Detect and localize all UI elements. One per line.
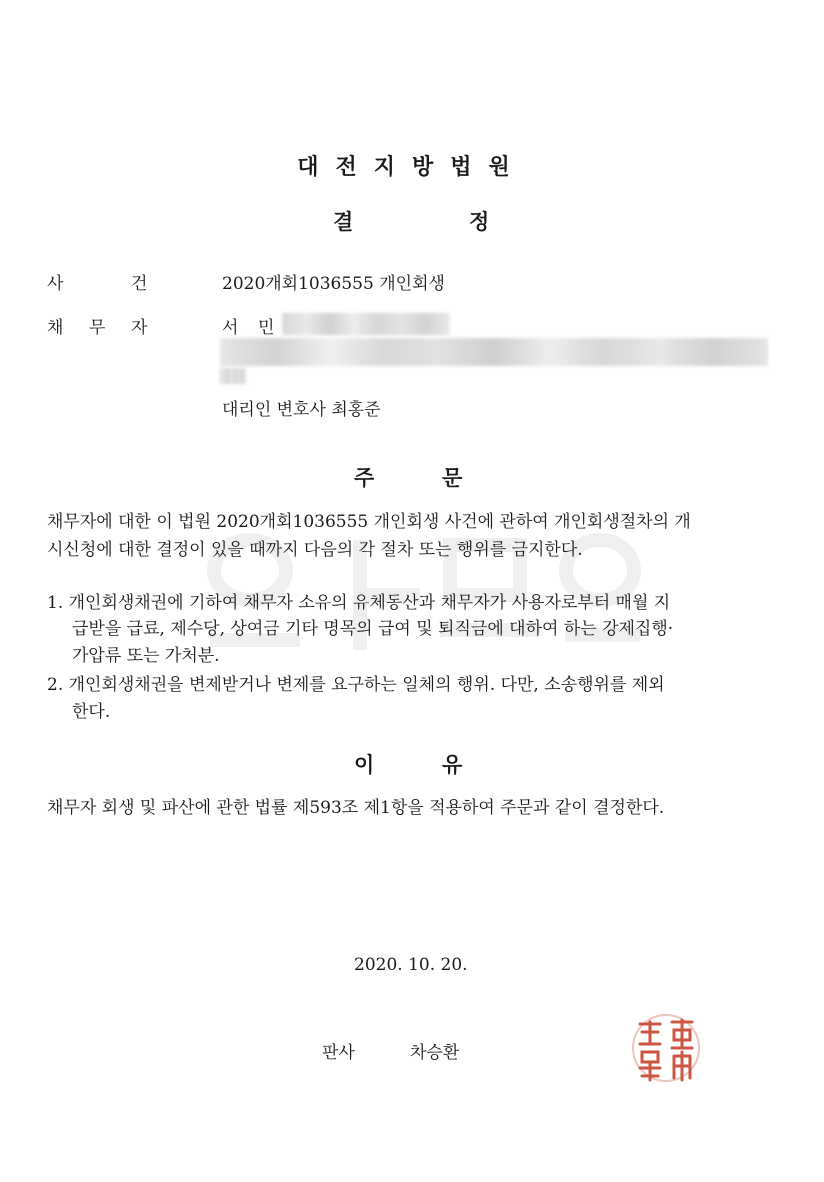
doc-type-right: 정 [469,210,490,234]
decision-date: 2020. 10. 20. [354,955,468,975]
order-item-2-line-1: 2. 개인회생채권을 변제받거나 변제를 요구하는 일체의 행위. 다만, 소송행위를 제외 [47,675,665,695]
redacted-address [220,338,768,366]
court-name: 대전지방법원 [297,155,527,180]
order-intro-line-2: 시신청에 대한 결정이 있을 때까지 다음의 각 절차 또는 행위를 금지한다. [47,540,583,560]
debtor-name-partial-2: 민 [258,318,275,338]
reason-heading-right: 유 [442,753,463,777]
redacted-name [282,313,450,335]
redacted-address-tail [220,368,246,384]
representative: 대리인 변호사 최홍준 [222,400,381,420]
case-number: 2020개회1036555 개인회생 [222,274,445,294]
order-heading-left: 주 [354,466,375,490]
order-item-1-line-2: 급받을 급료, 제수당, 상여금 기타 명목의 급여 및 퇴직금에 대하여 하는 강제집행· [72,619,674,639]
debtor-label-a: 채 [47,318,64,338]
order-item-1-line-3: 가압류 또는 가처분. [72,646,220,666]
order-intro-line-1: 채무자에 대한 이 법원 2020개회1036555 개인회생 사건에 관하여 개인회생절차의 개 [47,512,691,532]
debtor-label-c: 자 [131,318,148,338]
case-label-a: 사 [47,274,64,294]
judge-seal-stamp [630,1012,702,1084]
order-heading-right: 문 [442,466,463,490]
reason-heading-left: 이 [354,753,375,777]
judge-name: 차승환 [410,1043,460,1063]
order-item-2-line-2: 한다. [72,702,111,722]
reason-text: 채무자 회생 및 파산에 관한 법률 제593조 제1항을 적용하여 주문과 같이 결정한다. [47,798,665,818]
doc-type-left: 결 [333,210,354,234]
debtor-name-partial: 서 [222,318,239,338]
order-item-1-line-1: 1. 개인회생채권에 기하여 채무자 소유의 유체동산과 채무자가 사용자로부터 매월 지 [47,593,671,613]
debtor-label-b: 무 [89,318,106,338]
case-label-b: 건 [131,274,148,294]
judge-title: 판사 [322,1043,355,1063]
